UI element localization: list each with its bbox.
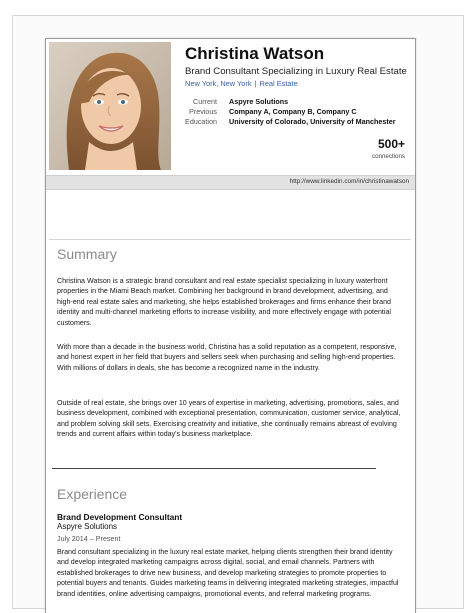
connections-count: 500+ (377, 137, 405, 151)
summary-paragraph-1: Christina Watson is a strategic brand consultant and real estate specialist specializing in luxury waterfront properties in the Miami Beach market. Combining her background in brand development, advertising, and high-end real estate sales and marketing, she helps established brokerages and firms enhance their brand identity and multi-channel marketing efforts to increase visibility, and more effectively engage with potential customers. (57, 277, 392, 327)
summary-rule (49, 239, 411, 240)
fact-label: Education (185, 117, 217, 126)
profile-name: Christina Watson (185, 44, 325, 63)
resume-body (46, 190, 415, 613)
portrait-illustration (49, 42, 171, 170)
profile-url-link[interactable]: http://www.linkedin.com/in/christinawatson (289, 178, 409, 185)
summary-paragraph-2: With more than a decade in the business world, Christina has a solid reputation as a competent, responsive, and honest expert in her field that buyers and sellers seek when purchasing and selling high-end properties. With millions of dollars in deals, she has become a recognized name in the industry. (57, 343, 397, 372)
profile-facts (185, 97, 396, 127)
profile-photo (49, 42, 171, 170)
fact-label: Current (193, 97, 217, 106)
fact-value: Aspyre Solutions (229, 97, 289, 106)
fact-row-previous (185, 107, 396, 117)
connections-label: connections (371, 153, 405, 160)
section-divider (52, 468, 376, 469)
profile-location-line (185, 79, 298, 88)
job-dates: July 2014 – Present (57, 534, 121, 543)
fact-row-education (185, 117, 396, 127)
resume-page (45, 38, 416, 613)
profile-url-bar (46, 175, 415, 190)
profile-header (46, 39, 415, 190)
experience-heading: Experience (57, 486, 128, 502)
fact-row-current (185, 97, 396, 107)
job-description: Brand consultant specializing in the luxury real estate market, helping clients strengthen their brand identity and develop integrated marketing campaigns across digital, social, and email channels. Partners with established brokerages to drive new business, and develop marketing strategies to promote properties to potential buyers and tenants. Guides marketing teams in delivering integrated marketing strategies, impactful brand identities, online advertising campaigns, promotional events, and referral marketing programs. (57, 548, 399, 598)
fact-label: Previous (189, 107, 217, 116)
profile-industry[interactable]: Real Estate (259, 79, 298, 88)
fact-value: University of Colorado, University of Manchester (229, 117, 396, 126)
separator: | (254, 79, 257, 88)
profile-headline: Brand Consultant Specializing in Luxury Real Estate (185, 66, 407, 77)
profile-location[interactable]: New York, New York (185, 79, 252, 88)
summary-heading: Summary (57, 246, 117, 262)
job-company: Aspyre Solutions (57, 522, 118, 531)
job-title: Brand Development Consultant (57, 512, 183, 522)
summary-paragraph-3: Outside of real estate, she brings over 10 years of expertise in marketing, advertising, promotions, sales, and business development, combined with exceptional presentation, communication, customer service, analytical, and problem solving skill sets. Exercising creativity and initiative, she continually remains abreast of evolving trends and current affairs within today's business marketplace. (57, 399, 401, 439)
fact-value: Company A, Company B, Company C (229, 107, 357, 116)
